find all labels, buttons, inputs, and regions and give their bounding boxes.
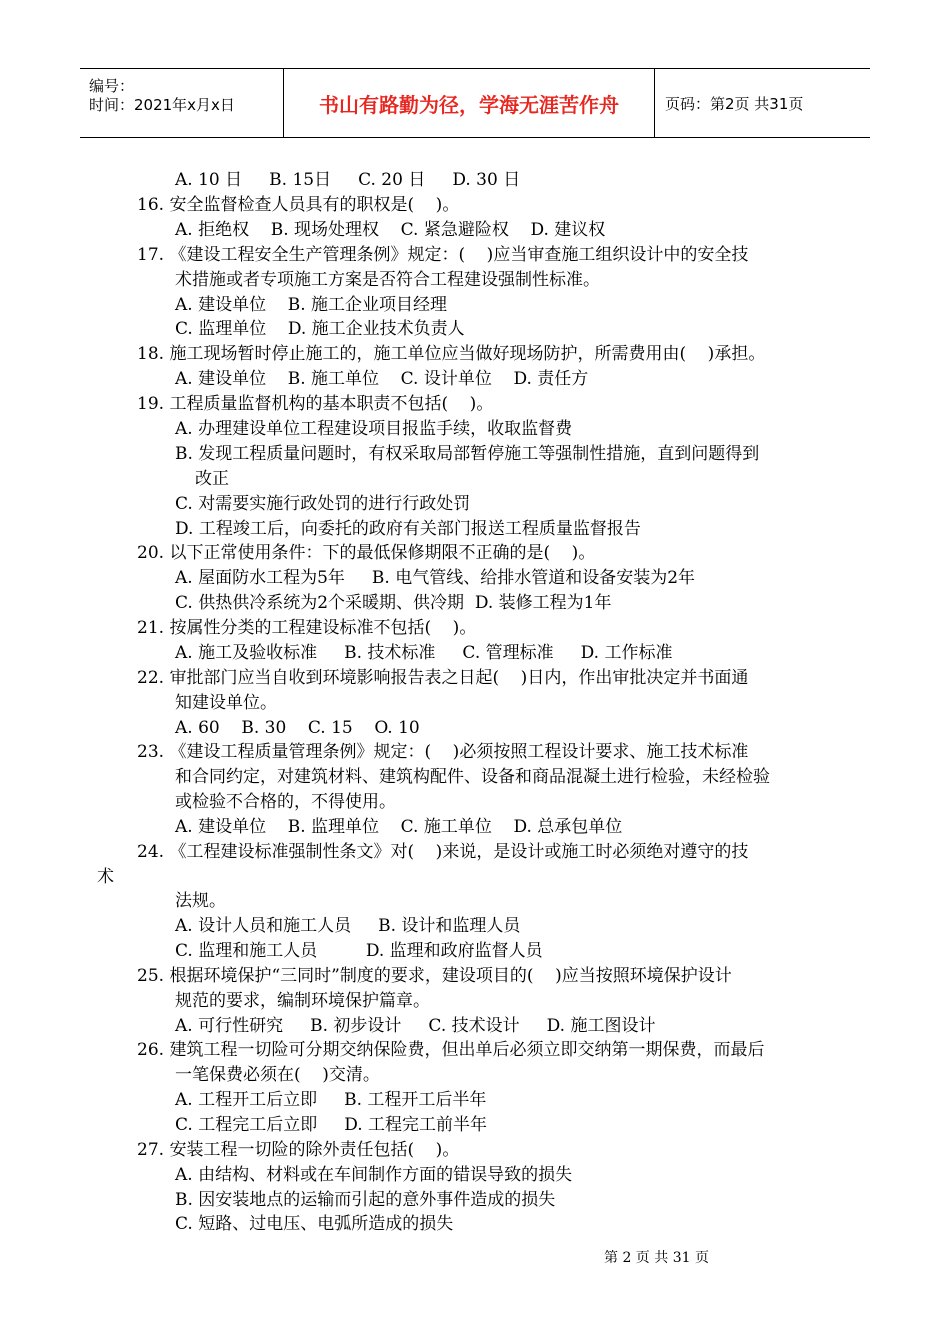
header-page-info-cell	[655, 69, 870, 137]
text-line: A. 施工及验收标准 B. 技术标准 C. 管理标准 D. 工作标准	[175, 643, 673, 663]
question-line: 25. 根据环境保护“三同时”制度的要求，建设项目的( )应当按照环境保护设计	[137, 966, 732, 986]
question-line: 27. 安装工程一切险的除外责任包括( )。	[137, 1140, 460, 1160]
page-footer: 第 2 页 共 31 页	[604, 1250, 709, 1266]
text-line: A. 办理建设单位工程建设项目报监手续，收取监督费	[175, 419, 573, 439]
text-line: 术措施或者专项施工方案是否符合工程建设强制性标准。	[175, 270, 600, 290]
text-line: 知建设单位。	[175, 693, 277, 713]
question-line: 18. 施工现场暂时停止施工的，施工单位应当做好现场防护，所需费用由( )承担。	[137, 344, 766, 364]
question-line: 16. 安全监督检查人员具有的职权是( )。	[137, 195, 460, 215]
text-line: C. 短路、过电压、电弧所造成的损失	[175, 1214, 454, 1234]
text-line: A. 屋面防水工程为5年 B. 电气管线、给排水管道和设备安装为2年	[175, 568, 696, 588]
text-line: A. 可行性研究 B. 初步设计 C. 技术设计 D. 施工图设计	[175, 1016, 656, 1036]
text-line: A. 建设单位 B. 施工企业项目经理	[175, 295, 447, 315]
text-line: C. 工程完工后立即 D. 工程完工前半年	[175, 1115, 488, 1135]
text-line: A. 工程开工后立即 B. 工程开工后半年	[175, 1090, 487, 1110]
header-motto: 书山有路勤为径，学海无涯苦作舟	[284, 69, 655, 137]
text-line: A. 设计人员和施工人员 B. 设计和监理人员	[175, 916, 521, 936]
document-time-label: 时间：2021年x月x日	[89, 96, 235, 114]
text-line: C. 监理和施工人员 D. 监理和政府监督人员	[175, 941, 543, 961]
text-line: 术	[97, 867, 114, 887]
text-line: A. 10 日 B. 15日 C. 20 日 D. 30 日	[175, 170, 521, 190]
text-line: 规范的要求，编制环境保护篇章。	[175, 991, 430, 1011]
text-line: A. 拒绝权 B. 现场处理权 C. 紧急避险权 D. 建议权	[175, 220, 606, 240]
question-line: 26. 建筑工程一切险可分期交纳保险费，但出单后必须立即交纳第一期保费，而最后	[137, 1040, 765, 1060]
header-meta-cell	[80, 69, 284, 137]
text-line: 或检验不合格的，不得使用。	[175, 792, 396, 812]
text-line: C. 监理单位 D. 施工企业技术负责人	[175, 319, 465, 339]
text-line: B. 发现工程质量问题时，有权采取局部暂停施工等强制性措施，直到问题得到	[175, 444, 760, 464]
text-line: D. 工程竣工后，向委托的政府有关部门报送工程质量监督报告	[175, 519, 641, 539]
text-line: A. 建设单位 B. 监理单位 C. 施工单位 D. 总承包单位	[175, 817, 623, 837]
text-line: A. 60 B. 30 C. 15 O. 10	[175, 718, 420, 738]
document-number-label: 编号：	[89, 77, 135, 95]
question-line: 22. 审批部门应当自收到环境影响报告表之日起( )日内，作出审批决定并书面通	[137, 668, 749, 688]
text-line: 和合同约定，对建筑材料、建筑构配件、设备和商品混凝土进行检验，未经检验	[175, 767, 770, 787]
text-line: B. 因安装地点的运输而引起的意外事件造成的损失	[175, 1190, 556, 1210]
question-line: 23. 《建设工程质量管理条例》规定：( )必须按照工程设计要求、施工技术标准	[137, 742, 749, 762]
question-line: 20. 以下正常使用条件：下的最低保修期限不正确的是( )。	[137, 543, 596, 563]
text-line: C. 对需要实施行政处罚的进行行政处罚	[175, 494, 471, 514]
question-line: 24. 《工程建设标准强制性条文》对( )来说，是设计或施工时必须绝对遵守的技	[137, 842, 749, 862]
text-line: A. 由结构、材料或在车间制作方面的错误导致的损失	[175, 1165, 573, 1185]
question-line: 21. 按属性分类的工程建设标准不包括( )。	[137, 618, 477, 638]
text-line: 一笔保费必须在( )交清。	[175, 1065, 380, 1085]
text-line: 改正	[195, 469, 229, 489]
text-line: 法规。	[175, 891, 226, 911]
text-line: C. 供热供冷系统为2个采暖期、供冷期 D. 装修工程为1年	[175, 593, 612, 613]
text-line: A. 建设单位 B. 施工单位 C. 设计单位 D. 责任方	[175, 369, 589, 389]
question-line: 17. 《建设工程安全生产管理条例》规定：( )应当审查施工组织设计中的安全技	[137, 245, 749, 265]
question-line: 19. 工程质量监督机构的基本职责不包括( )。	[137, 394, 494, 414]
page-header	[80, 68, 870, 138]
header-page-info: 页码：第2页 共31页	[665, 94, 804, 113]
